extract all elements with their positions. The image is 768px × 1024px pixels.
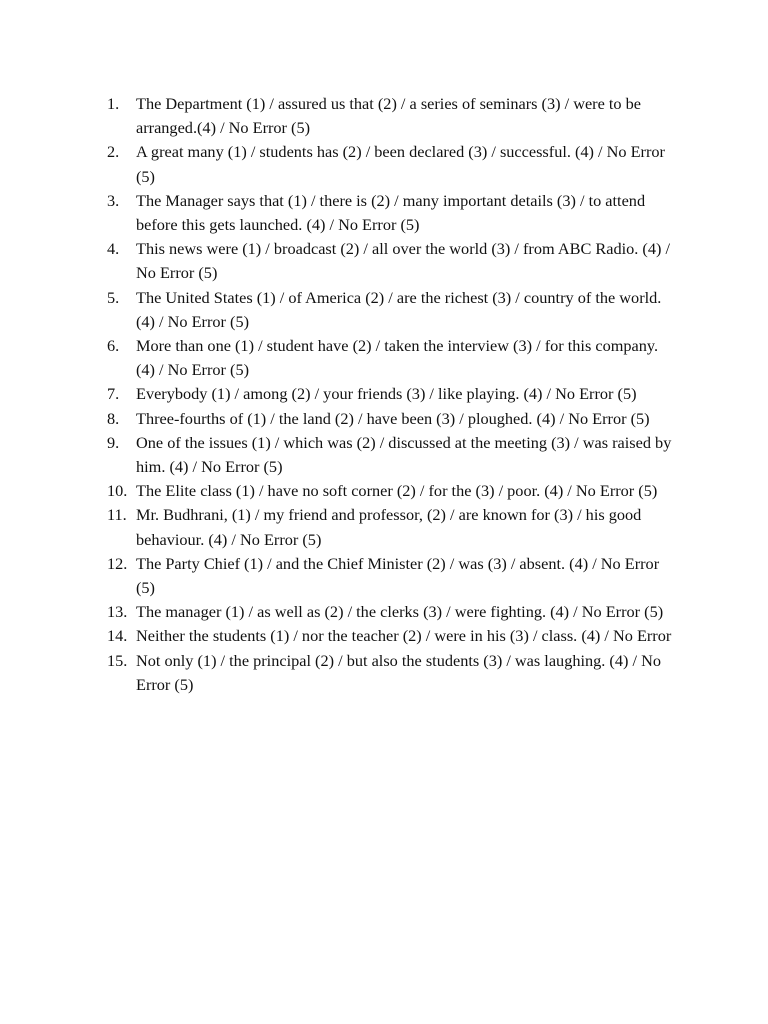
question-item xyxy=(107,479,677,503)
question-item xyxy=(107,334,677,382)
question-item xyxy=(107,189,677,237)
question-number: 8. xyxy=(107,408,120,428)
question-number: 1. xyxy=(107,94,120,113)
question-number: 12. xyxy=(107,553,128,573)
question-text: One of the issues (1) / which was (2) / discussed at the meeting (3) / was raised by him. (4) / No Error (5) xyxy=(136,432,672,477)
question-item xyxy=(107,600,677,624)
question-text: The Department (1) / assured us that (2) / a series of seminars (3) / were to be arranged.(4) / No Error (5) xyxy=(136,94,641,138)
question-text: The Manager says that (1) / there is (2) / many important details (3) / to attend before this gets launched. (4) / No Error (5) xyxy=(136,190,646,235)
question-text: This news were (1) / broadcast (2) / all over the world (3) / from ABC Radio. (4) / No Error (5) xyxy=(136,239,670,283)
question-number: 9. xyxy=(107,432,120,452)
question-number: 13. xyxy=(107,602,128,622)
question-number: 14. xyxy=(107,626,128,646)
question-number: 15. xyxy=(107,650,128,670)
question-number: 11. xyxy=(107,505,127,525)
question-number: 6. xyxy=(107,336,120,356)
question-number: 4. xyxy=(107,239,120,259)
question-number: 7. xyxy=(107,384,120,404)
question-item xyxy=(107,92,677,140)
question-item xyxy=(107,407,677,431)
question-text: The Party Chief (1) / and the Chief Minister (2) / was (3) / absent. (4) / No Error (5) xyxy=(136,553,660,598)
question-item xyxy=(107,649,677,697)
question-item xyxy=(107,503,677,551)
question-item xyxy=(107,286,677,334)
question-item xyxy=(107,431,677,479)
question-text: Everybody (1) / among (2) / your friends (3) / like playing. (4) / No Error (5) xyxy=(136,384,637,404)
question-item xyxy=(107,552,677,600)
question-number: 5. xyxy=(107,287,120,307)
question-number: 10. xyxy=(107,481,128,501)
question-text: The Elite class (1) / have no soft corner (2) / for the (3) / poor. (4) / No Error (5) xyxy=(136,481,658,501)
question-item xyxy=(107,237,677,285)
question-item xyxy=(107,140,677,188)
question-text: More than one (1) / student have (2) / taken the interview (3) / for this company. (4) / No Error (5) xyxy=(136,336,659,380)
question-item xyxy=(107,382,677,406)
question-text: Neither the students (1) / nor the teacher (2) / were in his (3) / class. (4) / No Error xyxy=(136,626,672,646)
question-text: Not only (1) / the principal (2) / but also the students (3) / was laughing. (4) / No Error (5) xyxy=(136,650,661,694)
question-list xyxy=(107,92,677,697)
question-number: 2. xyxy=(107,142,120,162)
question-text: A great many (1) / students has (2) / been declared (3) / successful. (4) / No Error (5) xyxy=(136,142,665,186)
question-number: 3. xyxy=(107,190,120,210)
question-text: Three-fourths of (1) / the land (2) / have been (3) / ploughed. (4) / No Error (5) xyxy=(136,408,650,428)
question-item xyxy=(107,624,677,648)
question-text: Mr. Budhrani, (1) / my friend and professor, (2) / are known for (3) / his good behaviour. (4) / No Error (5) xyxy=(136,505,642,549)
question-text: The manager (1) / as well as (2) / the clerks (3) / were fighting. (4) / No Error (5) xyxy=(136,602,664,622)
question-text: The United States (1) / of America (2) / are the richest (3) / country of the world. (4) / No Error (5) xyxy=(136,287,662,331)
